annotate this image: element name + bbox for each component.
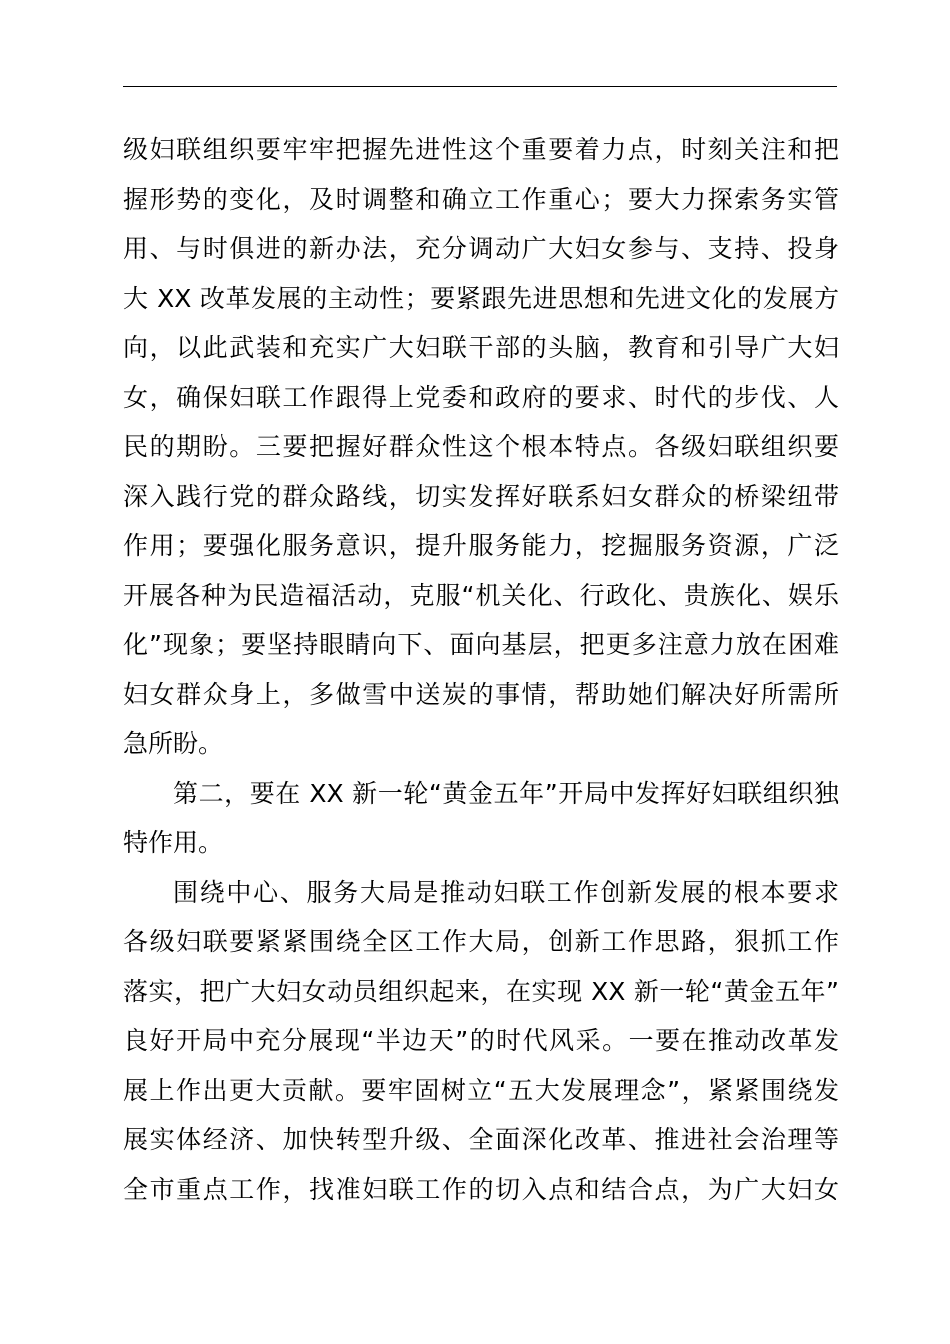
text-line: 作用；要强化服务意识，提升服务能力，挖掘服务资源，广泛: [123, 531, 839, 560]
text-line: 民的期盼。三要把握好群众性这个根本特点。各级妇联组织要: [123, 432, 839, 461]
text-line-paragraph-start: 围绕中心、服务大局是推动妇联工作创新发展的根本要求: [173, 877, 839, 907]
text-line: 开展各种为民造福活动，克服“机关化、行政化、贵族化、娱乐: [123, 580, 839, 610]
body-text: [123, 125, 839, 1214]
text-line: 向，以此武装和充实广大妇联干部的头脑，教育和引导广大妇: [123, 333, 839, 362]
section-heading-line: 第二，要在 XX 新一轮“黄金五年”开局中发挥好妇联组织独: [173, 778, 839, 808]
section-heading-line-end: 特作用。: [123, 828, 224, 857]
text-line-paragraph-end: 急所盼。: [123, 729, 224, 758]
text-line: 级妇联组织要牢牢把握先进性这个重要着力点，时刻关注和把: [123, 135, 839, 164]
text-line: 女，确保妇联工作跟得上党委和政府的要求、时代的步伐、人: [123, 382, 839, 412]
text-line: 全市重点工作，找准妇联工作的切入点和结合点，为广大妇女: [123, 1174, 839, 1204]
text-line: 展上作出更大贡献。要牢固树立“五大发展理念”，紧紧围绕发: [123, 1075, 839, 1105]
text-line: 妇女群众身上，多做雪中送炭的事情，帮助她们解决好所需所: [123, 679, 839, 709]
text-line: 展实体经济、加快转型升级、全面深化改革、推进社会治理等: [123, 1125, 839, 1154]
text-line: 握形势的变化，及时调整和确立工作重心；要大力探索务实管: [123, 184, 839, 214]
text-line: 落实，把广大妇女动员组织起来，在实现 XX 新一轮“黄金五年”: [123, 976, 839, 1006]
text-line: 各级妇联要紧紧围绕全区工作大局，创新工作思路，狠抓工作: [123, 927, 839, 956]
header-rule: [123, 86, 837, 87]
text-line: 用、与时俱进的新办法，充分调动广大妇女参与、支持、投身: [123, 234, 839, 263]
text-line: 深入践行党的群众路线，切实发挥好联系妇女群众的桥梁纽带: [123, 481, 839, 511]
text-line: 良好开局中充分展现“半边天”的时代风采。一要在推动改革发: [123, 1026, 839, 1055]
text-line: 化”现象；要坚持眼睛向下、面向基层，把更多注意力放在困难: [123, 630, 839, 659]
text-line: 大 XX 改革发展的主动性；要紧跟先进思想和先进文化的发展方: [123, 283, 839, 313]
